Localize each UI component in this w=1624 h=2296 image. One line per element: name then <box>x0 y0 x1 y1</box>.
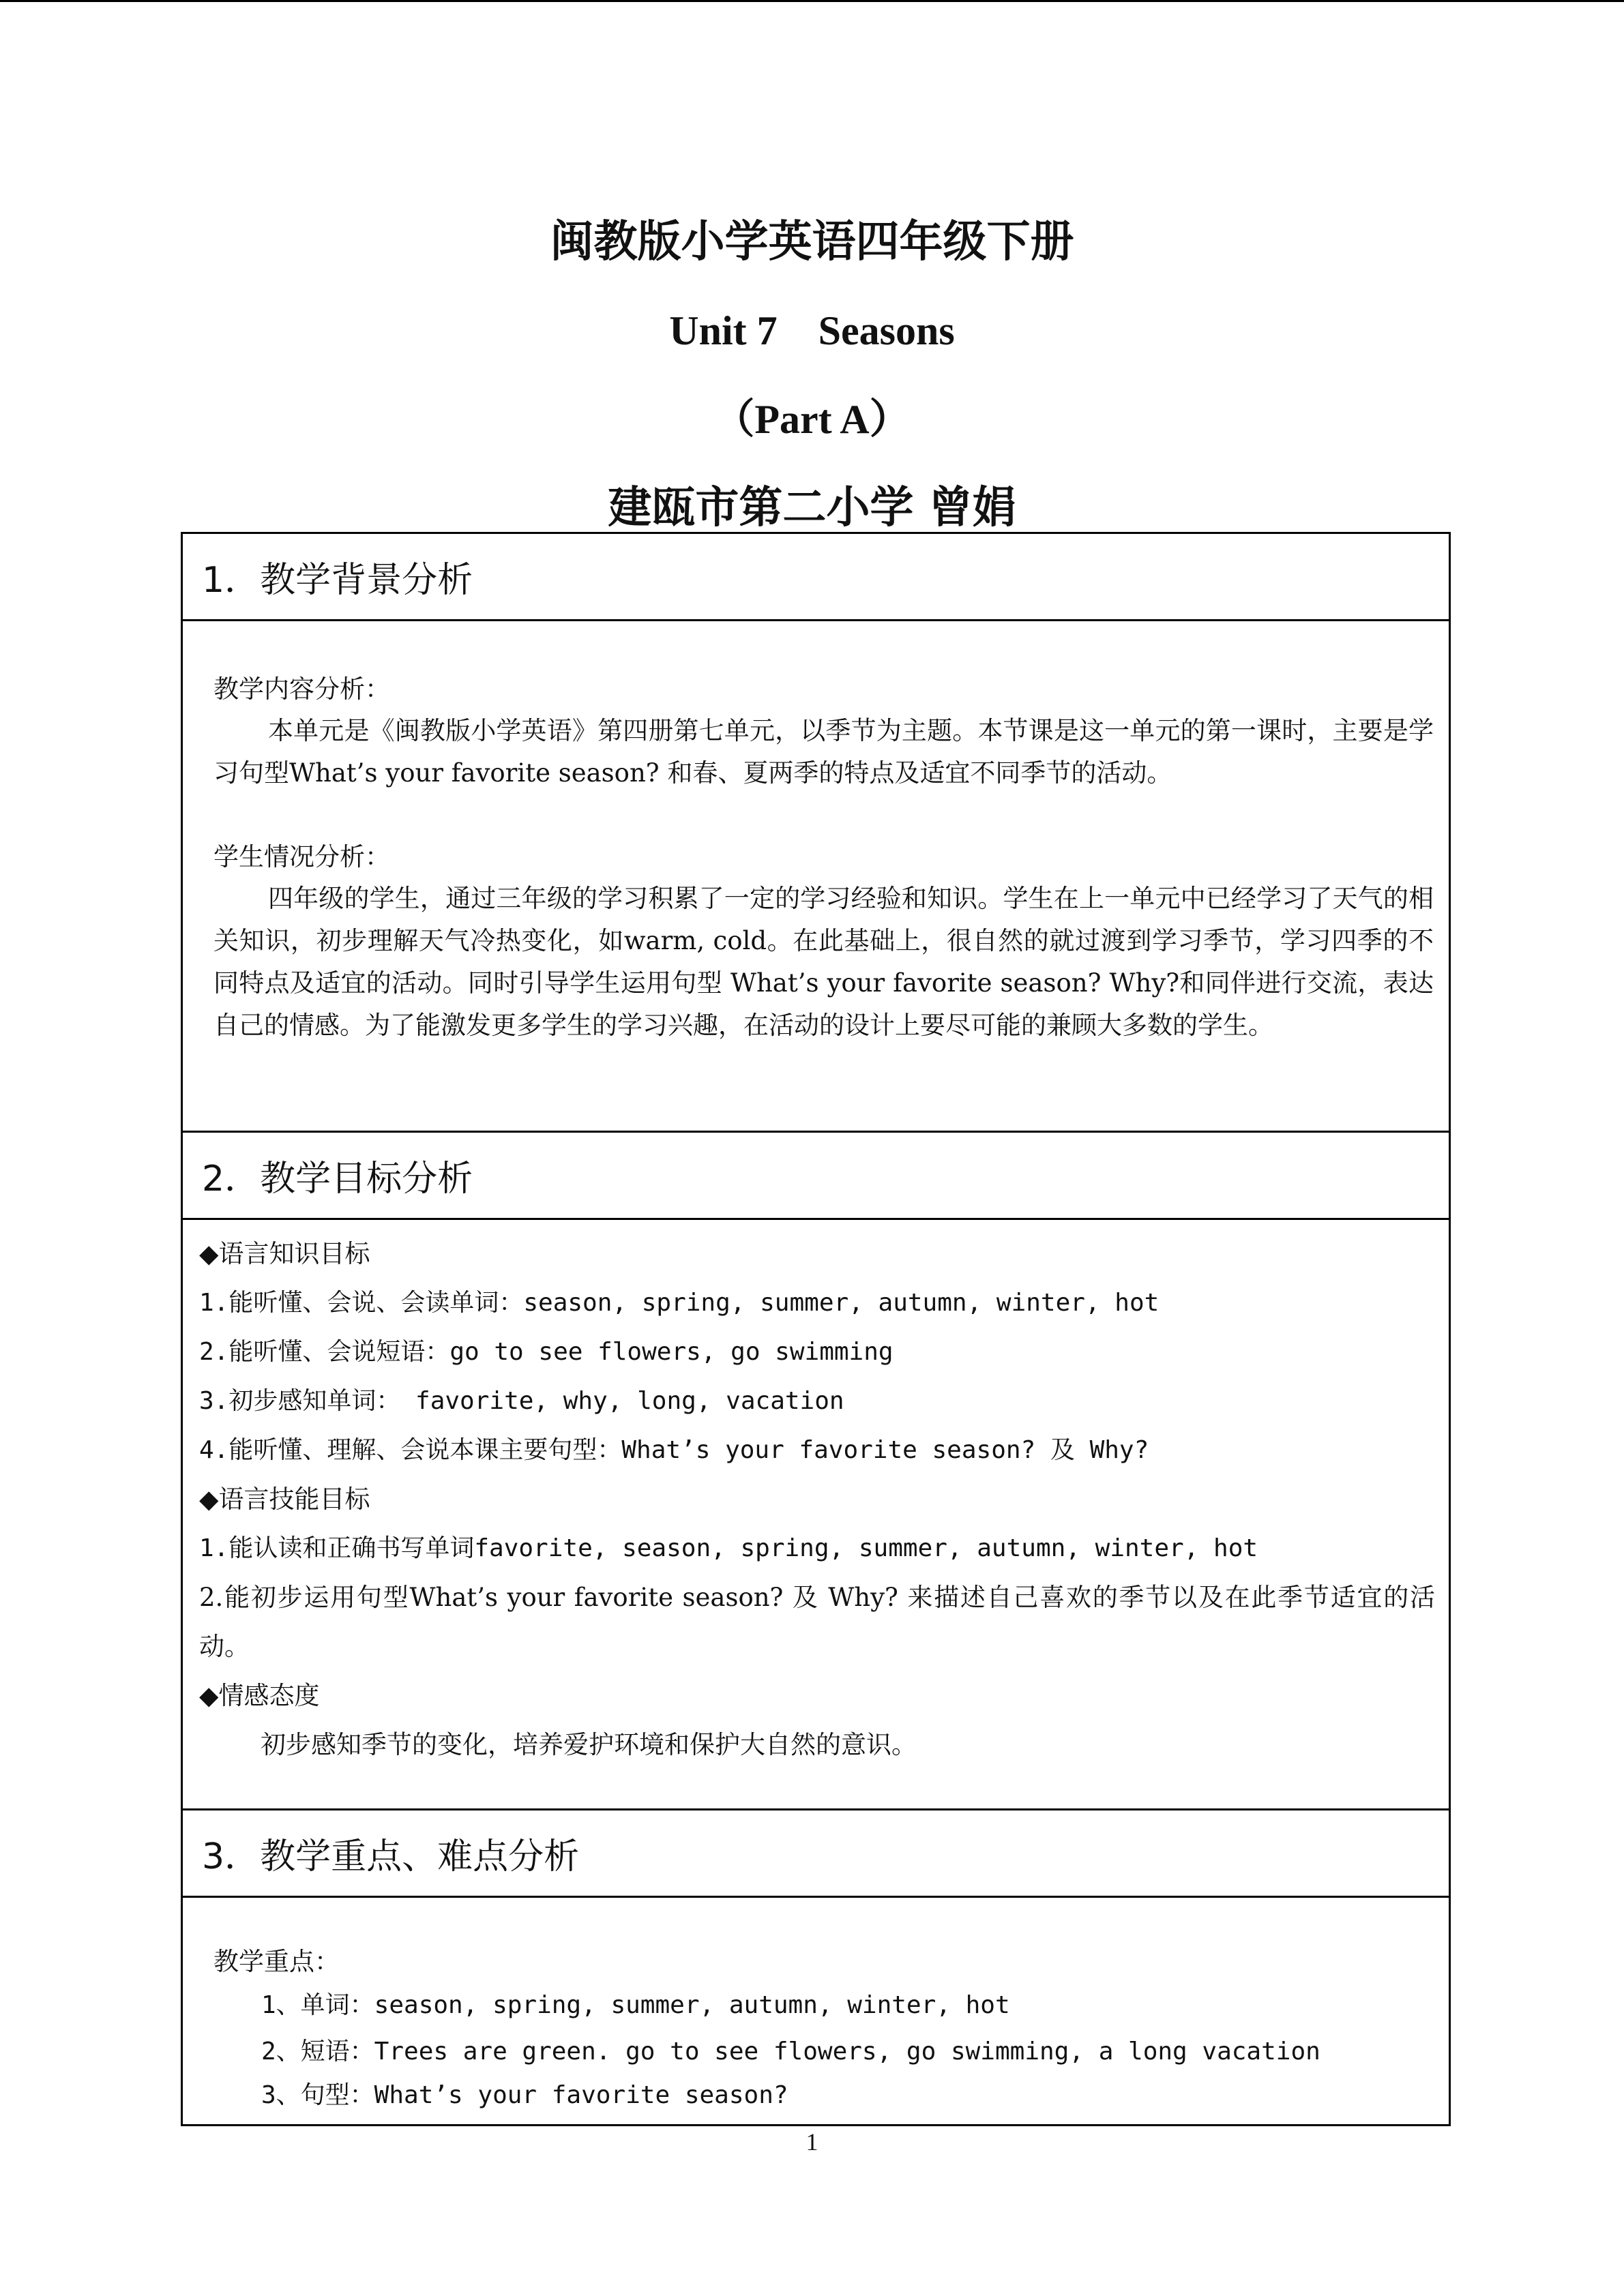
teaching-focus-label: 教学重点： <box>213 1947 340 1976</box>
emotion-goal-text: 初步感知季节的变化，培养爱护环境和保护大自然的意识。 <box>261 1730 917 1759</box>
emotion-goal-label: ◆情感态度 <box>199 1681 320 1710</box>
document-header <box>0 198 1624 552</box>
teaching-focus-1: 1、单词：season, spring, summer, autumn, winter, hot <box>261 1991 1010 2019</box>
lesson-plan-table <box>181 532 1451 2126</box>
section-1-heading: 1．教学背景分析 <box>183 534 1449 621</box>
section-2-body <box>183 1220 1449 1810</box>
section-1-body <box>183 621 1449 1133</box>
knowledge-goal-3: 3.初步感知单词： favorite, why, long, vacation <box>199 1387 844 1415</box>
content-analysis-label: 教学内容分析： <box>213 674 390 704</box>
section-3-body <box>183 1898 1449 2124</box>
skill-goal-2: 2.能初步运用句型What’s your favorite season? 及 Why? 来描述自己喜欢的季节以及在此季节适宜的活动。 <box>199 1583 1435 1661</box>
content-analysis-text: 本单元是《闽教版小学英语》第四册第七单元，以季节为主题。本节课是这一单元的第一课时，主要是学习句型What’s your favorite season? 和春、夏两季的特点及适宜不同季节的活动。 <box>213 716 1434 788</box>
page-number: 1 <box>806 2128 818 2156</box>
part-title: （Part A） <box>713 397 911 442</box>
student-analysis-label: 学生情况分析： <box>213 842 390 871</box>
section-2-heading: 2．教学目标分析 <box>183 1133 1449 1220</box>
skill-goal-label: ◆语言技能目标 <box>199 1485 370 1514</box>
knowledge-goal-1: 1.能听懂、会说、会读单词：season, spring, summer, autumn, winter, hot <box>199 1289 1160 1317</box>
teaching-focus-3: 3、句型：What’s your favorite season? <box>261 2081 788 2109</box>
knowledge-goal-4: 4.能听懂、理解、会说本课主要句型：What’s your favorite season? 及 Why? <box>199 1436 1149 1464</box>
document-title: 闽教版小学英语四年级下册 <box>550 217 1074 267</box>
section-3-heading: 3．教学重点、难点分析 <box>183 1810 1449 1898</box>
knowledge-goal-2: 2.能听懂、会说短语：go to see flowers, go swimming <box>199 1338 894 1366</box>
knowledge-goal-label: ◆语言知识目标 <box>199 1239 370 1268</box>
author-line: 建瓯市第二小学 曾娟 <box>608 483 1016 533</box>
student-analysis-text: 四年级的学生，通过三年级的学习积累了一定的学习经验和知识。学生在上一单元中已经学习了天气的相关知识，初步理解天气冷热变化，如warm, cold。在此基础上，很自然的就过渡到学习季节，学习四季的不同特点及适宜的活动。同时引导学生运用句型 What’s your favorite season? Why?和同伴进行交流，表达自己的情感。为了能激发更多学生的学习兴趣，在活动的设计上要尽可能的兼顾大多数的学生。 <box>213 884 1434 1040</box>
unit-title: Unit 7 Seasons <box>669 308 955 353</box>
top-border-line <box>0 0 1624 2</box>
skill-goal-1: 1.能认读和正确书写单词favorite, season, spring, summer, autumn, winter, hot <box>199 1534 1258 1562</box>
teaching-focus-2: 2、短语：Trees are green. go to see flowers, go swimming, a long vacation <box>261 2038 1320 2066</box>
